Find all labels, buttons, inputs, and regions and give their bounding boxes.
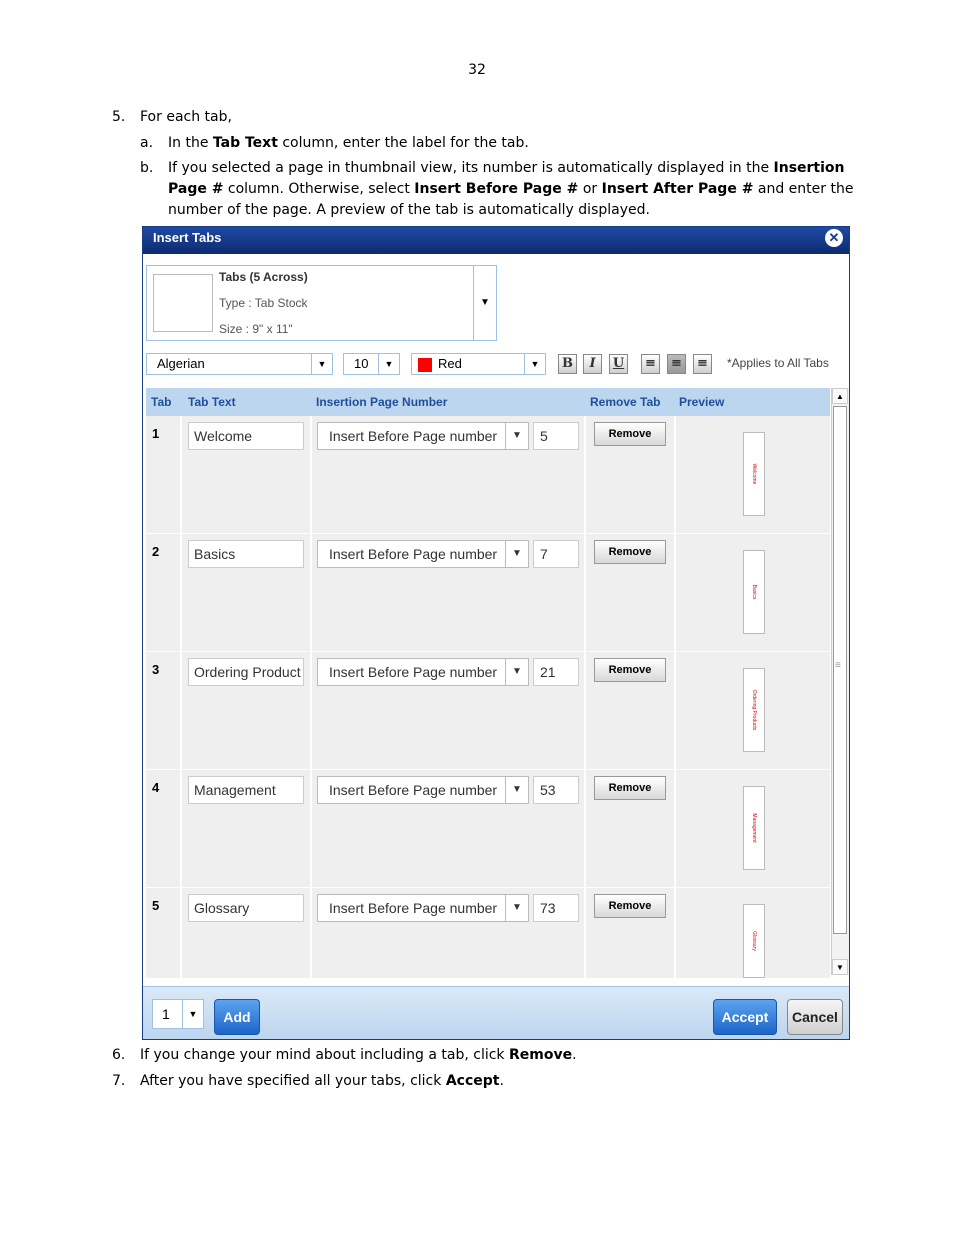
insertion-mode-select[interactable] — [317, 658, 529, 686]
step-5b-bold-after: Insert After Page # — [601, 181, 754, 197]
insertion-mode-value: Insert Before Page number — [329, 900, 498, 916]
cancel-button[interactable]: Cancel — [787, 999, 843, 1035]
tab-text-input[interactable]: Management — [188, 776, 304, 804]
tab-preview — [743, 786, 765, 870]
tab-preview — [743, 904, 765, 978]
tab-preview-label: Management — [751, 813, 757, 843]
header-insertion: Insertion Page Number — [316, 395, 448, 409]
remove-button[interactable]: Remove — [594, 894, 666, 918]
insertion-mode-value: Insert Before Page number — [329, 782, 498, 798]
font-color-select[interactable] — [411, 353, 546, 375]
chevron-down-icon: ▼ — [182, 1000, 203, 1028]
step-6-bold: Remove — [509, 1047, 573, 1063]
chevron-down-icon: ▼ — [378, 354, 399, 374]
font-color-value: Red — [438, 356, 462, 371]
chevron-down-icon: ▼ — [505, 541, 528, 567]
chevron-down-icon: ▼ — [505, 777, 528, 803]
step-5b-bold-before: Insert Before Page # — [414, 181, 579, 197]
insertion-mode-value: Insert Before Page number — [329, 664, 498, 680]
step-5-number: 5. — [112, 109, 126, 125]
color-swatch — [418, 358, 432, 372]
step-5a-letter: a. — [140, 135, 154, 151]
table-row — [146, 888, 830, 979]
dialog-footer — [143, 986, 849, 1039]
step-6 — [112, 1045, 577, 1066]
tab-count-select[interactable] — [152, 999, 204, 1029]
accept-button[interactable]: Accept — [713, 999, 777, 1035]
tab-preset-selector[interactable] — [146, 265, 497, 341]
tab-preview-label: Glossary — [751, 931, 757, 951]
tab-count-value: 1 — [162, 1006, 170, 1022]
tab-text-input[interactable]: Basics — [188, 540, 304, 568]
row-number: 1 — [152, 426, 160, 441]
tab-preview-label: Ordering Products — [751, 689, 757, 731]
step-7-post: . — [499, 1073, 504, 1089]
chevron-down-icon: ▼ — [505, 895, 528, 921]
dialog-titlebar — [143, 227, 849, 254]
step-6-number: 6. — [112, 1047, 126, 1063]
chevron-down-icon: ▼ — [505, 423, 528, 449]
grid-scrollbar[interactable] — [831, 388, 849, 975]
remove-button[interactable]: Remove — [594, 540, 666, 564]
add-button[interactable]: Add — [214, 999, 260, 1035]
grid-header — [146, 388, 830, 416]
step-6-post: . — [572, 1047, 577, 1063]
page-number-input[interactable]: 53 — [533, 776, 579, 804]
chevron-down-icon[interactable]: ▼ — [473, 266, 496, 340]
bold-button[interactable]: B — [558, 354, 577, 374]
step-7-pre: After you have specified all your tabs, click — [140, 1073, 446, 1089]
step-5a-pre: In the — [168, 135, 213, 151]
step-7-number: 7. — [112, 1073, 126, 1089]
scroll-up-icon[interactable]: ▲ — [832, 388, 848, 404]
header-preview: Preview — [679, 395, 725, 409]
page-number-input[interactable]: 5 — [533, 422, 579, 450]
tab-text-input[interactable]: Glossary — [188, 894, 304, 922]
step-6-pre: If you change your mind about including a tab, click — [140, 1047, 509, 1063]
insertion-mode-select[interactable] — [317, 776, 529, 804]
remove-button[interactable]: Remove — [594, 658, 666, 682]
page-number-input[interactable]: 21 — [533, 658, 579, 686]
preset-title: Tabs (5 Across) — [219, 270, 308, 284]
step-7 — [112, 1071, 504, 1092]
tab-preview-label: Welcome — [751, 463, 757, 485]
step-5 — [112, 107, 232, 128]
scroll-down-icon[interactable]: ▼ — [832, 959, 848, 975]
insertion-mode-select[interactable] — [317, 422, 529, 450]
underline-button[interactable]: U — [609, 354, 628, 374]
tab-text-input[interactable]: Welcome — [188, 422, 304, 450]
align-center-icon[interactable]: ≡ — [667, 354, 686, 374]
table-row — [146, 416, 830, 534]
close-icon[interactable]: ✕ — [825, 229, 843, 247]
font-toolbar — [143, 353, 850, 377]
preset-thumbnail — [153, 274, 213, 332]
step-5-text: For each tab, — [140, 109, 232, 125]
font-select[interactable] — [146, 353, 333, 375]
chevron-down-icon: ▼ — [311, 354, 332, 374]
insertion-mode-value: Insert Before Page number — [329, 428, 498, 444]
tab-text-input[interactable]: Ordering Product — [188, 658, 304, 686]
table-row — [146, 534, 830, 652]
step-5b-line1: If you selected a page in thumbnail view, its number is automatically displayed in the — [168, 160, 774, 176]
applies-note: *Applies to All Tabs — [727, 356, 829, 370]
tab-preview — [743, 432, 765, 516]
preset-type: Type : Tab Stock — [219, 296, 308, 310]
page-number-input[interactable]: 73 — [533, 894, 579, 922]
dialog-title: Insert Tabs — [153, 230, 222, 245]
header-tab: Tab — [151, 395, 172, 409]
step-5a-post: column, enter the label for the tab. — [277, 135, 529, 151]
table-row — [146, 652, 830, 770]
align-left-icon[interactable]: ≡ — [641, 354, 660, 374]
insertion-mode-select[interactable] — [317, 894, 529, 922]
chevron-down-icon: ▼ — [505, 659, 528, 685]
chevron-down-icon: ▼ — [524, 354, 545, 374]
remove-button[interactable]: Remove — [594, 776, 666, 800]
header-remove: Remove Tab — [590, 395, 661, 409]
insertion-mode-select[interactable] — [317, 540, 529, 568]
row-number: 5 — [152, 898, 160, 913]
step-5b-bold-page: Page # — [168, 181, 224, 197]
remove-button[interactable]: Remove — [594, 422, 666, 446]
tab-preview — [743, 550, 765, 634]
font-size-select[interactable] — [343, 353, 400, 375]
row-number: 2 — [152, 544, 160, 559]
header-tab-text: Tab Text — [188, 395, 236, 409]
page-number: 32 — [468, 62, 486, 78]
step-5a-bold: Tab Text — [212, 135, 278, 151]
page-number-input[interactable]: 7 — [533, 540, 579, 568]
italic-button[interactable]: I — [583, 354, 602, 374]
tabs-grid — [146, 388, 830, 975]
tab-preview-label: Basics — [751, 584, 757, 600]
step-5b-or: or — [578, 181, 602, 197]
font-size-value: 10 — [354, 356, 369, 371]
step-5a — [140, 133, 529, 154]
insertion-mode-value: Insert Before Page number — [329, 546, 498, 562]
insert-tabs-dialog — [142, 226, 850, 1040]
grip-icon: ≡ — [835, 660, 841, 671]
tab-preview — [743, 668, 765, 752]
font-select-value: Algerian — [157, 356, 205, 371]
preset-size: Size : 9" x 11" — [219, 322, 293, 336]
step-5b-line1-bold: Insertion — [773, 160, 845, 176]
step-7-bold: Accept — [445, 1073, 500, 1089]
table-row — [146, 770, 830, 888]
row-number: 4 — [152, 780, 160, 795]
align-right-icon[interactable]: ≡ — [693, 354, 712, 374]
step-5b-line3: number of the page. A preview of the tab is automatically displayed. — [168, 202, 650, 218]
row-number: 3 — [152, 662, 160, 677]
step-5b-text: column. Otherwise, select — [223, 181, 415, 197]
step-5b-letter: b. — [140, 160, 154, 176]
step-5b-post: and enter the — [753, 181, 854, 197]
step-5b — [140, 158, 860, 221]
